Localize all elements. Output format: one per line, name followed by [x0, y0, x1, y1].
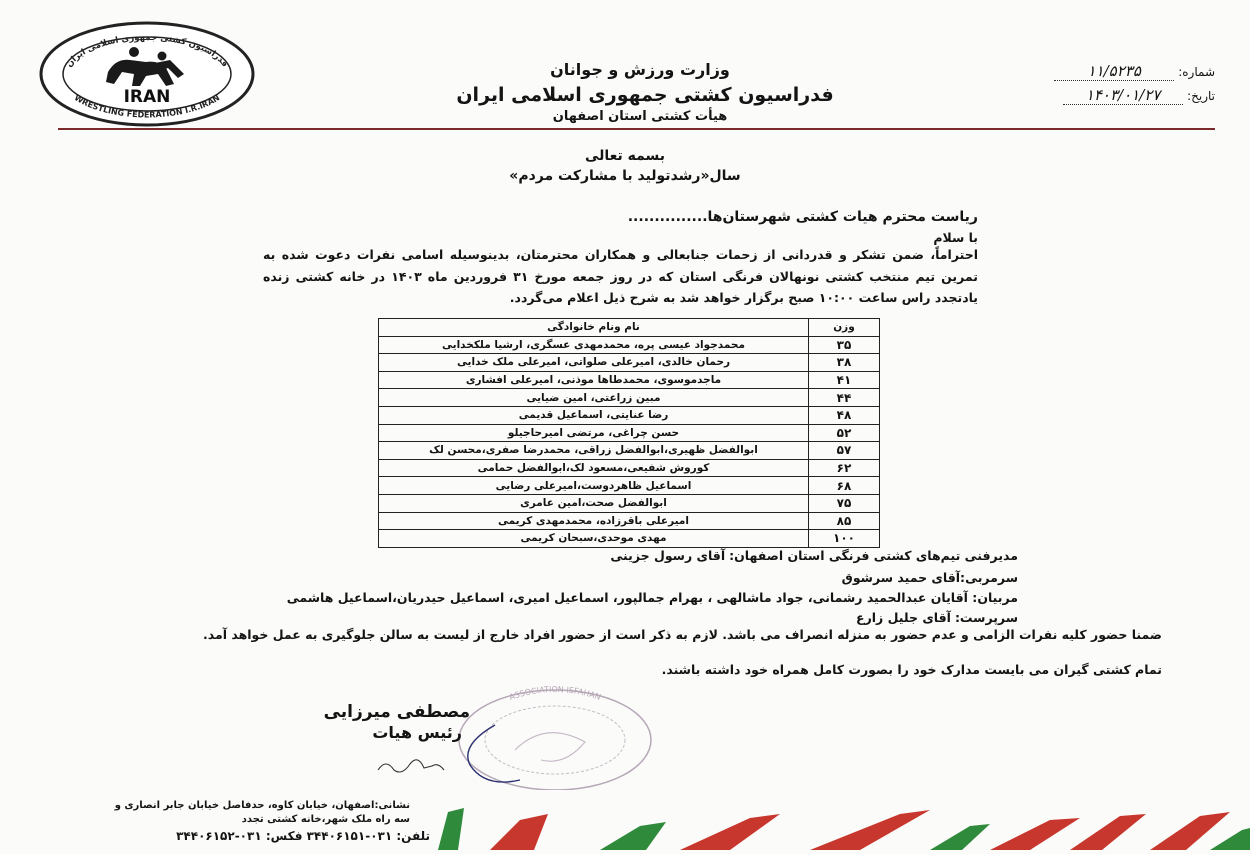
letter-body: احتراماً، ضمن تشکر و قدردانی از زحمات جنابعالی و همکاران محترمتان، بدینوسیله اسامی نفرات دعوت شده به تمرین تیم منتخب کشتی نونهالان فرنگی استان که در روز جمعه مورخ ۳۱ فروردین ماه ۱۴۰۳ در خانه کشتی زنده یادتجدد راس ساعت ۱۰:۰۰ صبح برگزار خواهد شد به شرح ذیل اعلام می‌گردد.: [263, 247, 978, 305]
board-name: هیأت کشتی استان اصفهان: [552, 109, 728, 124]
closing-note-2: تمام کشتی گیران می بایست مدارک خود را بصورت کامل همراه خود داشته باشند.: [661, 662, 1162, 677]
footer-phones: تلفن: ۰۳۱-۳۴۴۰۶۱۵۱ فکس: ۰۳۱-۳۴۴۰۶۱۵۲: [176, 829, 430, 843]
names-cell: رضا عنایتی، اسماعیل قدیمی: [379, 406, 809, 424]
manager-value: آقای رسول جزینی: [610, 548, 726, 563]
year-motto: سال«رشدتولید با مشارکت مردم»: [509, 168, 741, 184]
coaches: [287, 590, 1018, 605]
coaches-label: مربیان: [977, 590, 1018, 605]
head-coach: [842, 570, 1018, 585]
supervisor: [856, 610, 1018, 625]
names-cell: حسن چراغی، مرتضی امیرحاجیلو: [379, 424, 809, 442]
table-header-row: [379, 319, 880, 337]
weight-cell: ۳۵: [809, 336, 880, 354]
weight-cell: ۵۷: [809, 442, 880, 460]
closing-note-1: ضمنا حضور کلیه نفرات الزامی و عدم حضور به منزله انصراف می باشد. لازم به ذکر است از حضور افراد خارج از لیست به سالن جلوگیری به عمل خواهد آمد.: [203, 627, 1162, 642]
federation-name: فدراسیون کشتی جمهوری اسلامی ایران: [456, 84, 834, 106]
names-cell: اسماعیل ظاهردوست،امیرعلی رضایی: [379, 477, 809, 495]
names-cell: امیرعلی باقرزاده، محمدمهدی کریمی: [379, 512, 809, 530]
weight-cell: ۶۲: [809, 459, 880, 477]
table-row: [379, 530, 880, 548]
addressee: ریاست محترم هیات کشتی شهرستان‌ها...............: [627, 209, 978, 225]
table-row: [379, 389, 880, 407]
table-row: [379, 512, 880, 530]
weight-cell: ۳۸: [809, 354, 880, 372]
names-cell: محمدجواد عیسی پره، محمدمهدی عسگری، ارشیا ملکخدایی: [379, 336, 809, 354]
names-cell: ماجدموسوی، محمدطاها موذنی، امیرعلی افشاری: [379, 371, 809, 389]
weight-cell: ۸۵: [809, 512, 880, 530]
table-row: [379, 477, 880, 495]
flag-stripes-decoration: [430, 800, 1250, 850]
logo-country: IRAN: [123, 87, 171, 107]
table-row: [379, 424, 880, 442]
federation-logo: [38, 20, 256, 128]
table-row: [379, 336, 880, 354]
logo-arc-text: فدراسیون کشتی جمهوری اسلامی ایران: [64, 32, 230, 70]
weight-cell: ۴۱: [809, 371, 880, 389]
head-coach-value: :آقای حمید سرشوق: [841, 570, 966, 585]
bismillah-title: بسمه تعالی: [584, 148, 666, 164]
table-row: [379, 494, 880, 512]
coaches-value: : آقایان عبدالحمید رشمانی، جواد ماشالهی ، بهرام جمالپور، اسماعیل امیری، اسماعیل حیدریان،اسماعیل هاشمی: [286, 590, 978, 605]
header-names: نام ونام خانوادگی: [379, 319, 809, 337]
supervisor-label: سرپرست:: [954, 610, 1018, 625]
greeting: با سلام: [933, 230, 978, 245]
names-cell: مبین زراعتی، امین ضیایی: [379, 389, 809, 407]
weight-cell: ۵۲: [809, 424, 880, 442]
names-cell: ابوالفضل ظهیری،ابوالفضل زراقی، محمدرضا صفری،محسن لک: [379, 442, 809, 460]
footer-address-1: نشانی:اصفهان، خیابان کاوه، حدفاصل خیابان جابر انصاری و: [114, 800, 410, 811]
svg-text:ASSOCIATION ISFAHAN: [508, 685, 602, 702]
technical-manager: [610, 548, 1018, 563]
date-label: تاریخ:: [1187, 89, 1215, 103]
footer-address-2: سه راه ملک شهر،خانه کشتی تجدد: [241, 814, 410, 825]
names-cell: مهدی موحدی،سبحان کریمی: [379, 530, 809, 548]
weight-cell: ۴۸: [809, 406, 880, 424]
number-label: شماره:: [1178, 65, 1215, 79]
stamp-text: ASSOCIATION ISFAHAN: [507, 684, 603, 702]
head-coach-label: سرمربی: [965, 570, 1018, 585]
roster-table: [378, 318, 880, 548]
names-cell: کوروش شفیعی،مسعود لک،ابوالفضل حمامی: [379, 459, 809, 477]
logo-ring-text: WRESTLING FEDERATION I.R.IRAN: [72, 93, 222, 120]
letter-number: [1010, 62, 1215, 81]
weight-cell: ۶۸: [809, 477, 880, 495]
roster-body: [379, 336, 880, 547]
table-row: [379, 354, 880, 372]
manager-label: مدیرفنی تیم‌های کشتی فرنگی استان اصفهان:: [729, 548, 1018, 563]
supervisor-value: آقای جلیل زارع: [856, 610, 951, 625]
names-cell: رحمان خالدی، امیرعلی صلواتی، امیرعلی ملک خدایی: [379, 354, 809, 372]
header-weight: وزن: [809, 319, 880, 337]
header-rule: [58, 128, 1215, 130]
ministry-name: وزارت ورزش و جوانان: [550, 60, 730, 79]
signer-name: مصطفی میرزایی: [323, 702, 470, 722]
number-value: ۱۱/۵۲۳۵: [1054, 62, 1174, 81]
names-cell: ابوالفضل صحت،امین عامری: [379, 494, 809, 512]
weight-cell: ۴۴: [809, 389, 880, 407]
letter-date: [1010, 86, 1215, 105]
table-row: [379, 459, 880, 477]
table-row: [379, 371, 880, 389]
weight-cell: ۱۰۰: [809, 530, 880, 548]
table-row: [379, 406, 880, 424]
table-row: [379, 442, 880, 460]
signer-initials: [372, 748, 452, 782]
signer-title: رئیس هیات: [372, 723, 462, 742]
date-value: ۱۴۰۳/۰۱/۲۷: [1063, 86, 1183, 105]
weight-cell: ۷۵: [809, 494, 880, 512]
